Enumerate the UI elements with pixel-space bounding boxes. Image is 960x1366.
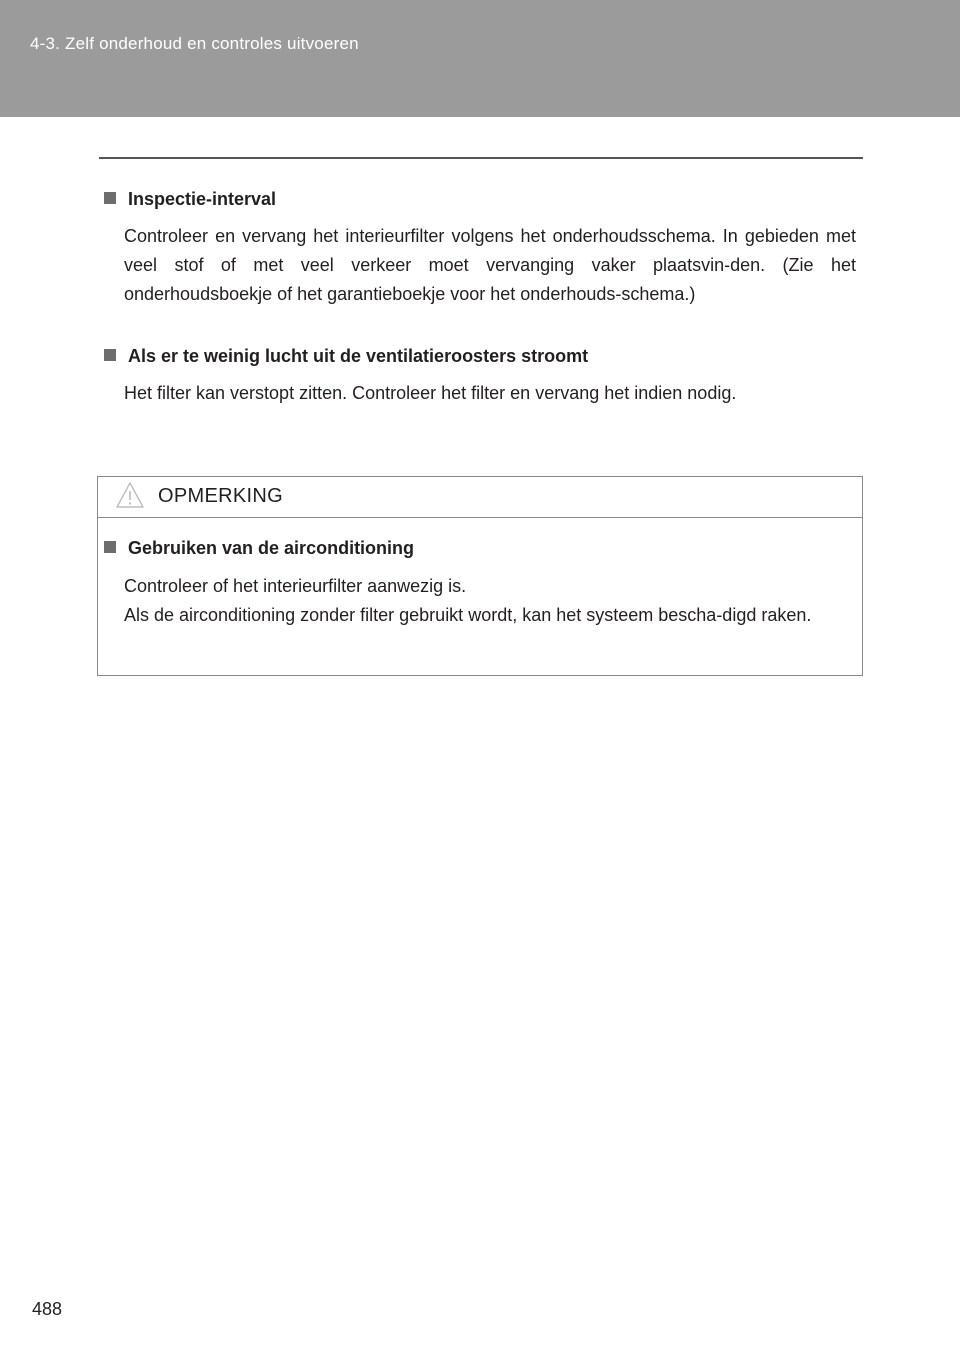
notice-header (98, 477, 862, 518)
notice-body (104, 535, 854, 630)
square-bullet-icon (104, 349, 116, 361)
notice-title: OPMERKING (158, 485, 283, 507)
page-number: 488 (32, 1299, 63, 1319)
notice-box (97, 476, 863, 676)
chapter-title: 4-3. Zelf onderhoud en controles uitvoeren (30, 34, 359, 53)
warning-icon (115, 481, 145, 509)
notice-line-1: Controleer of het interieurfilter aanwezig is. (124, 576, 467, 596)
section-body: Controleer en vervang het interieurfilter volgens het onderhoudsschema. In gebieden met veel stof of met veel verkeer moet vervanging vaker plaatsvin-den. (Zie het onderhoudsboekje of het garantieboekje voor het onderhouds-schema.) (124, 226, 856, 304)
section-body: Het filter kan verstopt zitten. Controleer het filter en vervang het indien nodig. (124, 383, 737, 403)
square-bullet-icon (104, 192, 116, 204)
page-header (0, 0, 960, 117)
square-bullet-icon (104, 541, 116, 553)
section-heading (104, 186, 856, 212)
top-divider (99, 157, 863, 159)
notice-heading-text: Gebruiken van de airconditioning (128, 538, 415, 558)
section-heading (104, 343, 856, 369)
notice-heading (104, 535, 854, 561)
section-heading-text: Als er te weinig lucht uit de ventilatieroosters stroomt (128, 346, 589, 366)
notice-line-2: Als de airconditioning zonder filter gebruikt wordt, kan het systeem bescha-digd raken. (124, 605, 812, 625)
notice-text (124, 572, 854, 630)
section-inspection-interval (104, 186, 856, 309)
section-low-airflow (104, 343, 856, 408)
section-heading-text: Inspectie-interval (128, 189, 277, 209)
